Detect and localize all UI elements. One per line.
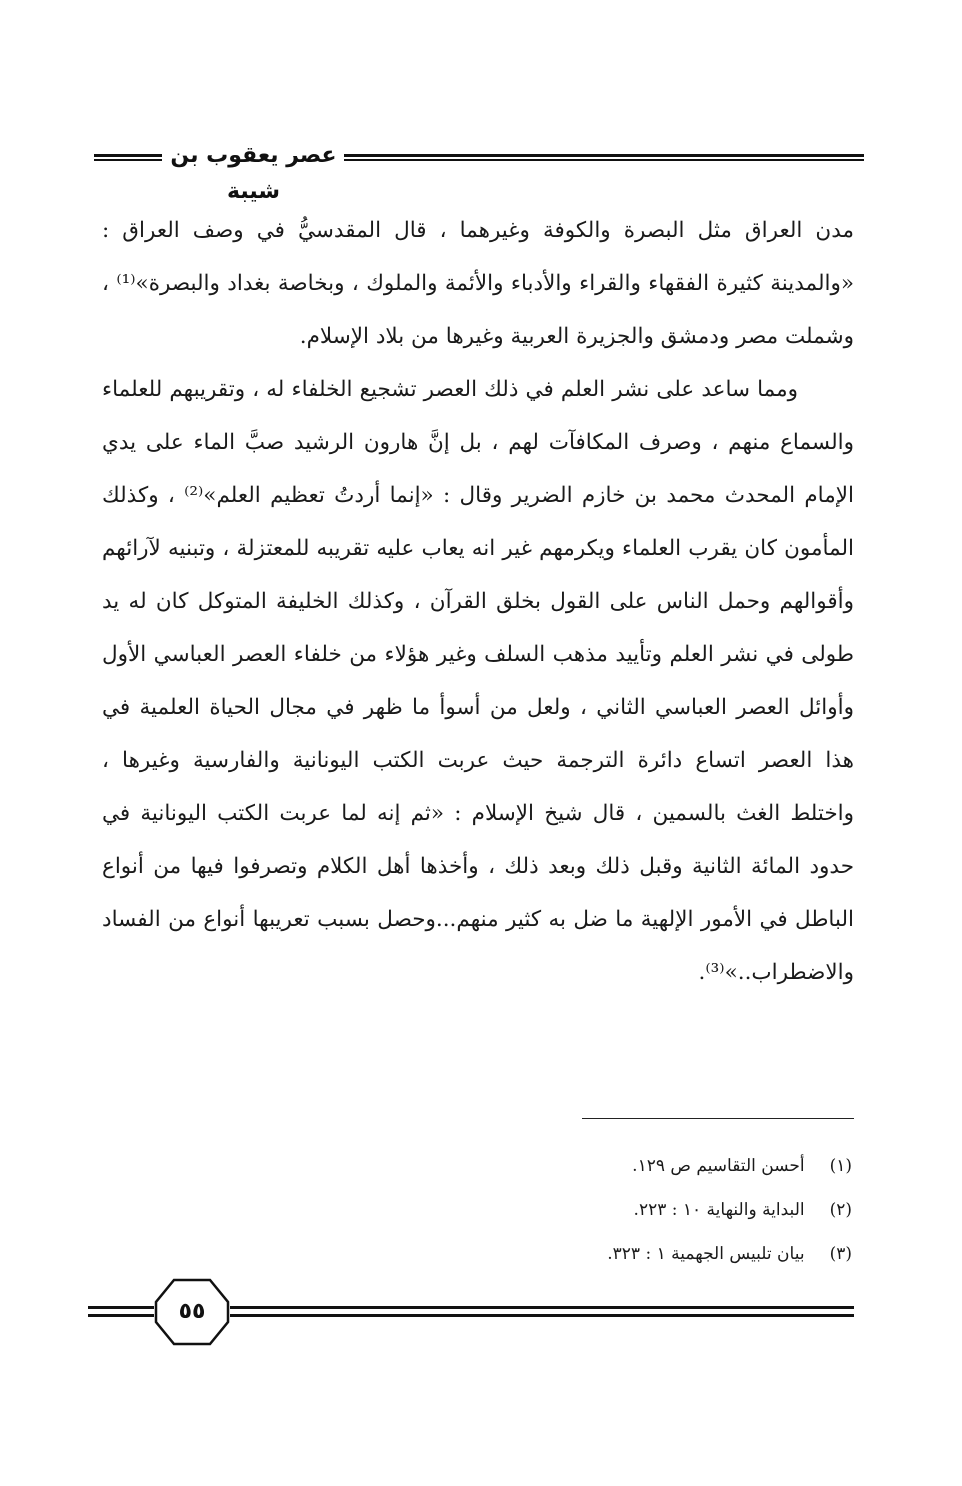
body-text (102, 204, 854, 999)
page-number: ٥٥ (178, 1299, 206, 1324)
footer-rule-left (88, 1306, 154, 1317)
header-title: عصر يعقوب بن شيبة (170, 143, 337, 204)
paragraph-1: مدن العراق مثل البصرة والكوفة وغيرهما ، قال المقدسيُّ في وصف العراق : «والمدينة كثيرة الفقهاء والقراء والأدباء والأئمة والملوك ، وبخاصة بغداد والبصرة»⁽¹⁾ ، وشملت مصر ودمشق والجزيرة العربية وغيرها من بلاد الإسلام. (102, 218, 855, 349)
paragraph-2: ومما ساعد على نشر العلم في ذلك العصر تشجيع الخلفاء له ، وتقريبهم للعلماء والسماع منهم ، وصرف المكافآت لهم ، بل إنَّ هارون الرشيد صبَّ الماء على يدي الإمام المحدث محمد بن خازم الضرير وقال : «إنما أردتُ تعظيم العلم»⁽²⁾ ، وكذلك المأمون كان يقرب العلماء ويكرمهم غير انه يعاب عليه تقريبه للمعتزلة ، وتبنيه لآرائهم وأقوالهم وحمل الناس على القول بخلق القرآن ، وكذلك الخليفة المتوكل كان له يد طولى في نشر العلم وتأييد مذهب السلف وغير هؤلاء من خلفاء العصر العباسي الأول وأوائل العصر العباسي الثاني ، ولعل من أسوأ ما ظهر في مجال الحياة العلمية في هذا العصر اتساع دائرة الترجمة حيث عربت الكتب اليونانية والفارسية وغيرها ، واختلط الغث بالسمين ، قال شيخ الإسلام : «ثم إنه لما عربت الكتب اليونانية في حدود المائة الثانية وقبل ذلك وبعد ذلك ، وأخذها أهل الكلام وتصرفوا فيها من أنواع الباطل في الأمور الإلهية ما ضل به كثير منهم...وحصل بسبب تعريبها أنواع من الفساد والاضطراب..»⁽³⁾. (102, 377, 854, 985)
footnote-text: أحسن التقاسيم ص ١٢٩. (632, 1156, 805, 1176)
footnote-number: (١) (829, 1156, 852, 1176)
header-rule-right (344, 154, 864, 161)
footnote-text: بيان تلبيس الجهمية ١ : ٣٢٣. (607, 1244, 805, 1264)
page-footer (88, 1278, 854, 1348)
footnote-1 (400, 1144, 852, 1188)
footnotes (400, 1144, 852, 1276)
footnote-2 (400, 1188, 852, 1232)
footer-rule-right (230, 1306, 854, 1317)
footnote-number: (٣) (829, 1244, 852, 1264)
footnote-separator (582, 1118, 854, 1119)
running-header (94, 138, 864, 204)
header-rule-left (94, 154, 162, 161)
footnote-text: البداية والنهاية ١٠ : ٢٢٣. (633, 1200, 805, 1220)
footnote-number: (٢) (829, 1200, 852, 1220)
footnote-3 (400, 1232, 852, 1276)
